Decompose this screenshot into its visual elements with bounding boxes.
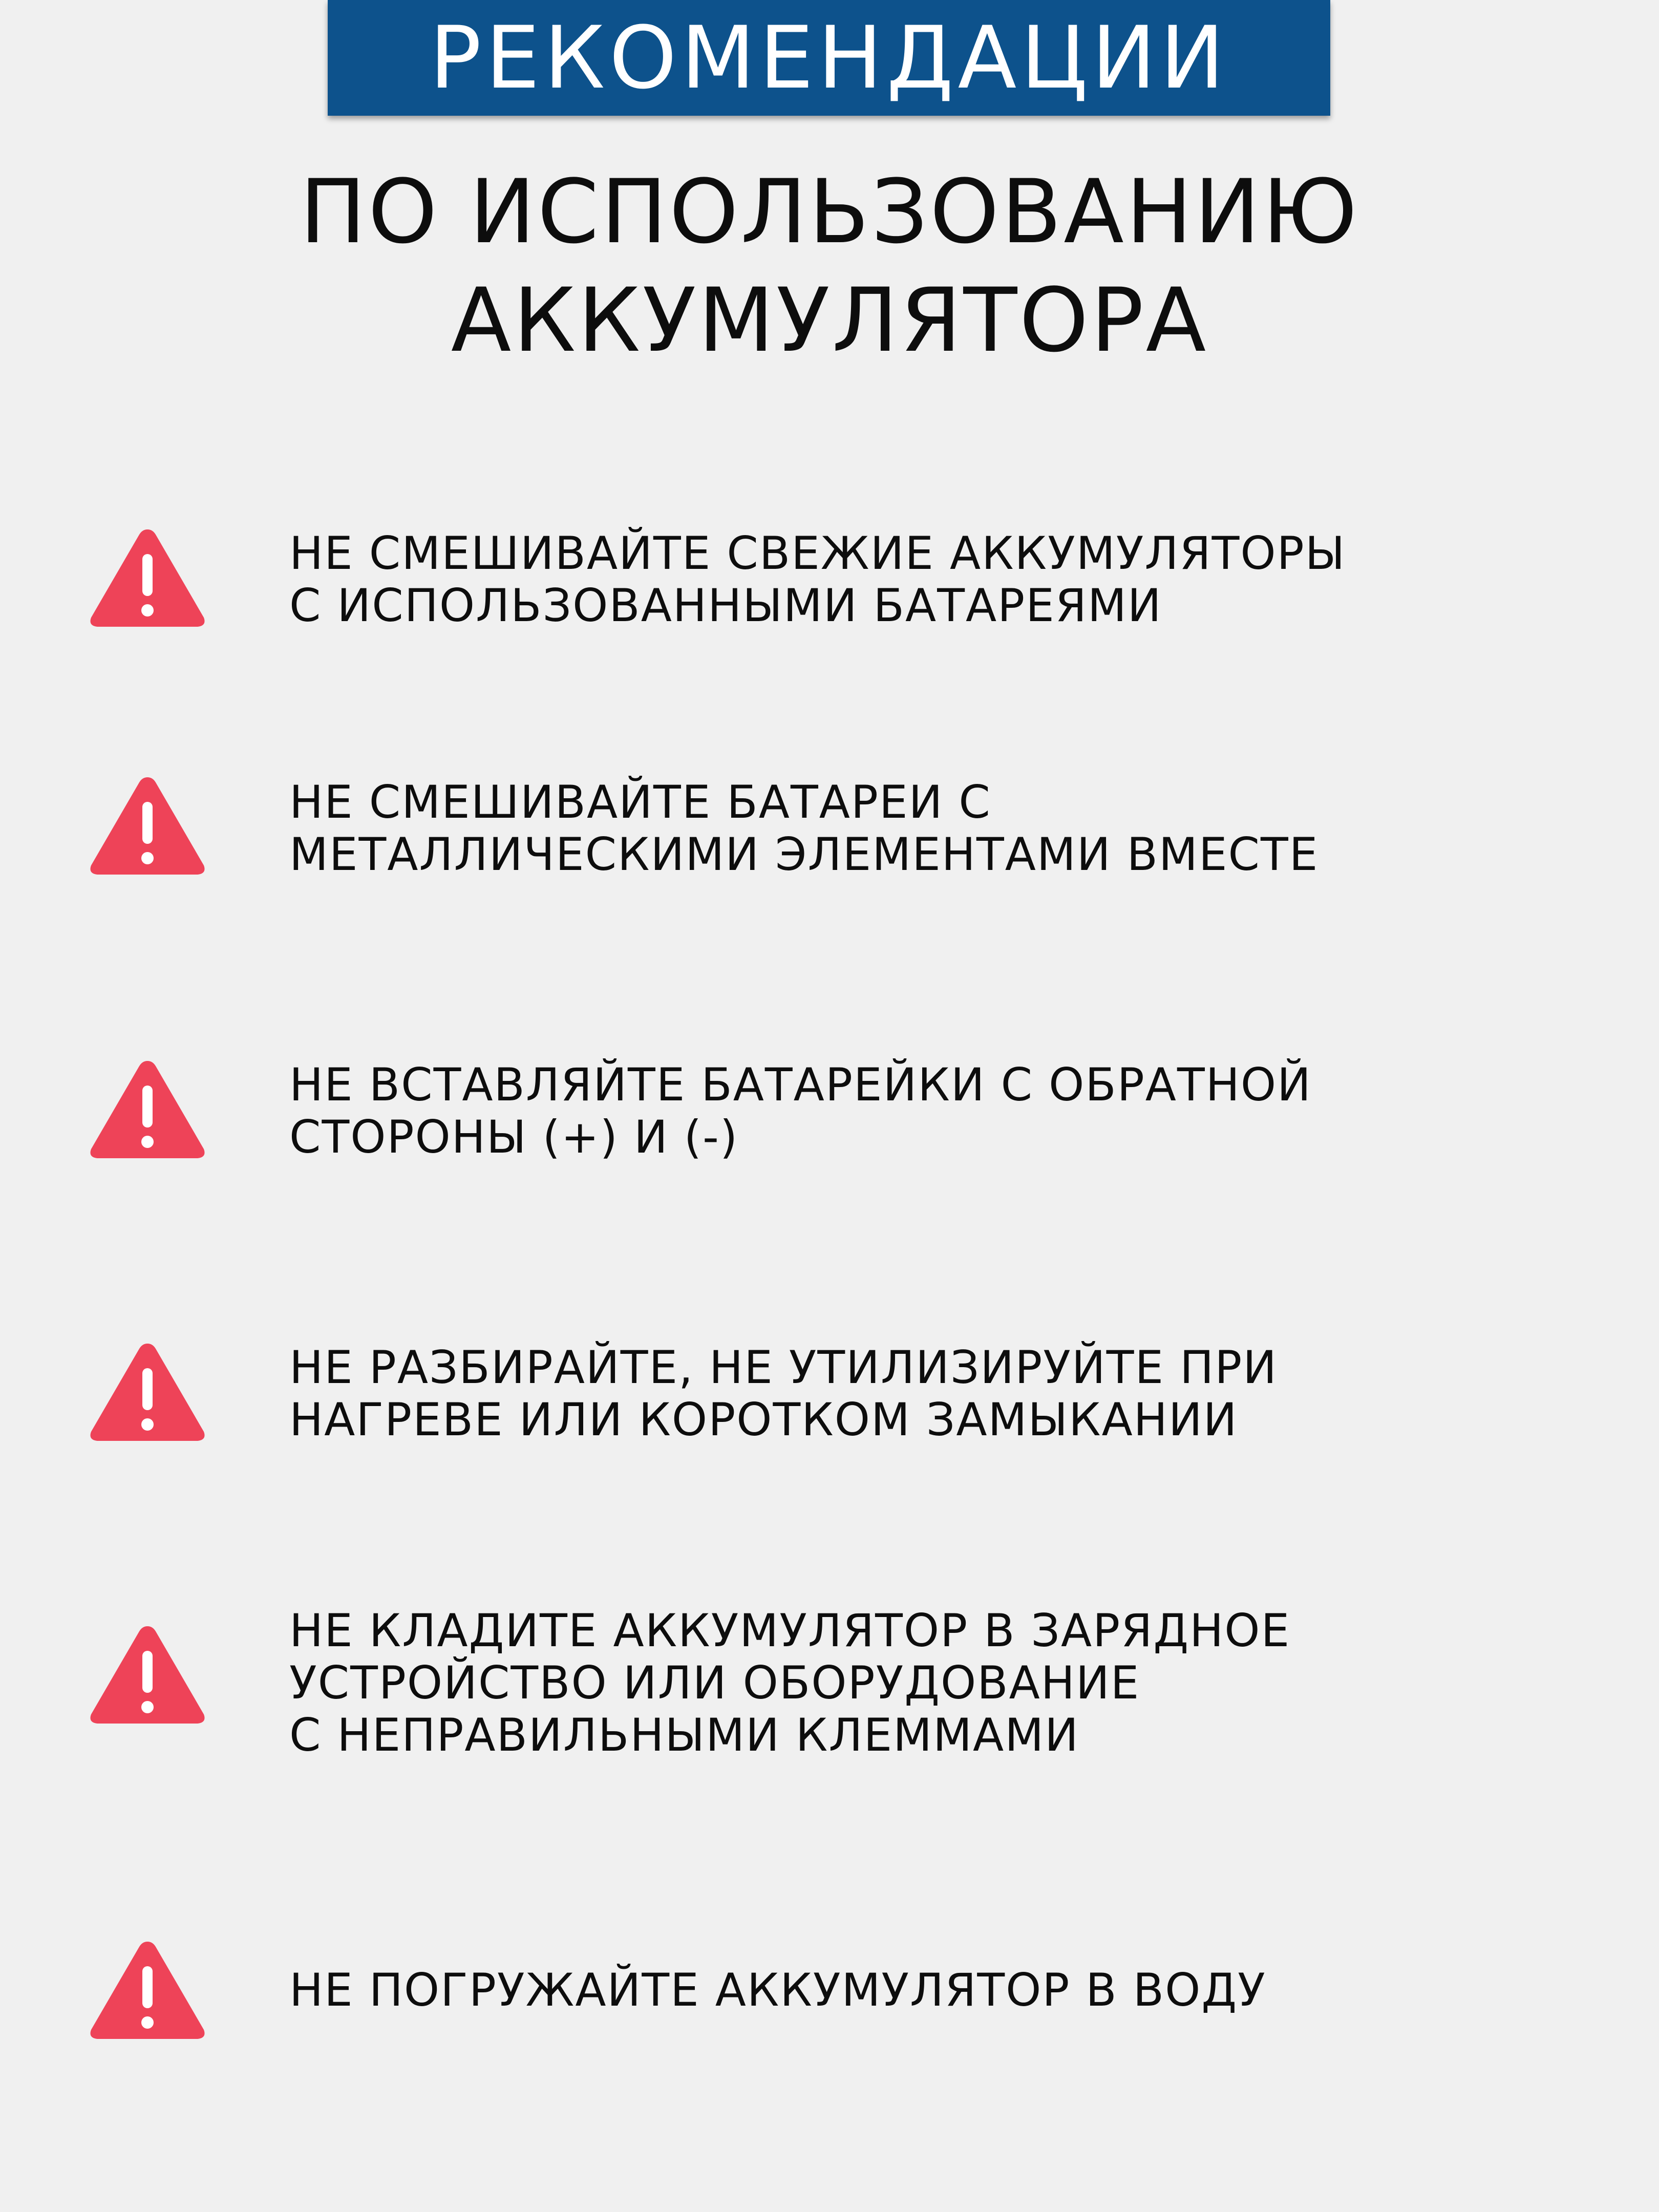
recommendation-text: НЕ ПОГРУЖАЙТЕ АККУМУЛЯТОР В ВОДУ <box>289 1964 1266 2016</box>
banner-title: РЕКОМЕНДАЦИИ <box>429 8 1229 108</box>
subtitle-line-1: ПО ИСПОЛЬЗОВАНИЮ <box>300 160 1359 263</box>
subtitle-line-2: АККУМУЛЯТОРА <box>451 269 1208 372</box>
recommendation-text: НЕ СМЕШИВАЙТЕ СВЕЖИЕ АККУМУЛЯТОРЫ С ИСПОЛЬЗОВАННЫМИ БАТАРЕЯМИ <box>289 527 1346 632</box>
warning-triangle-icon <box>88 1057 207 1161</box>
recommendation-text: НЕ КЛАДИТЕ АККУМУЛЯТОР В ЗАРЯДНОЕ УСТРОЙСТВО ИЛИ ОБОРУДОВАНИЕ С НЕПРАВИЛЬНЫМИ КЛЕММАМИ <box>289 1604 1291 1761</box>
warning-triangle-icon <box>88 525 207 630</box>
recommendation-text: НЕ ВСТАВЛЯЙТЕ БАТАРЕЙКИ С ОБРАТНОЙ СТОРОНЫ (+) И (-) <box>289 1058 1312 1163</box>
warning-triangle-icon <box>88 1622 207 1727</box>
recommendation-text: НЕ РАЗБИРАЙТЕ, НЕ УТИЛИЗИРУЙТЕ ПРИ НАГРЕВЕ ИЛИ КОРОТКОМ ЗАМЫКАНИИ <box>289 1341 1278 1446</box>
warning-triangle-icon <box>88 1938 207 2042</box>
recommendation-text: НЕ СМЕШИВАЙТЕ БАТАРЕИ С МЕТАЛЛИЧЕСКИМИ ЭЛЕМЕНТАМИ ВМЕСТЕ <box>289 776 1319 881</box>
warning-triangle-icon <box>88 1339 207 1444</box>
warning-triangle-icon <box>88 773 207 878</box>
header-banner <box>328 0 1330 116</box>
